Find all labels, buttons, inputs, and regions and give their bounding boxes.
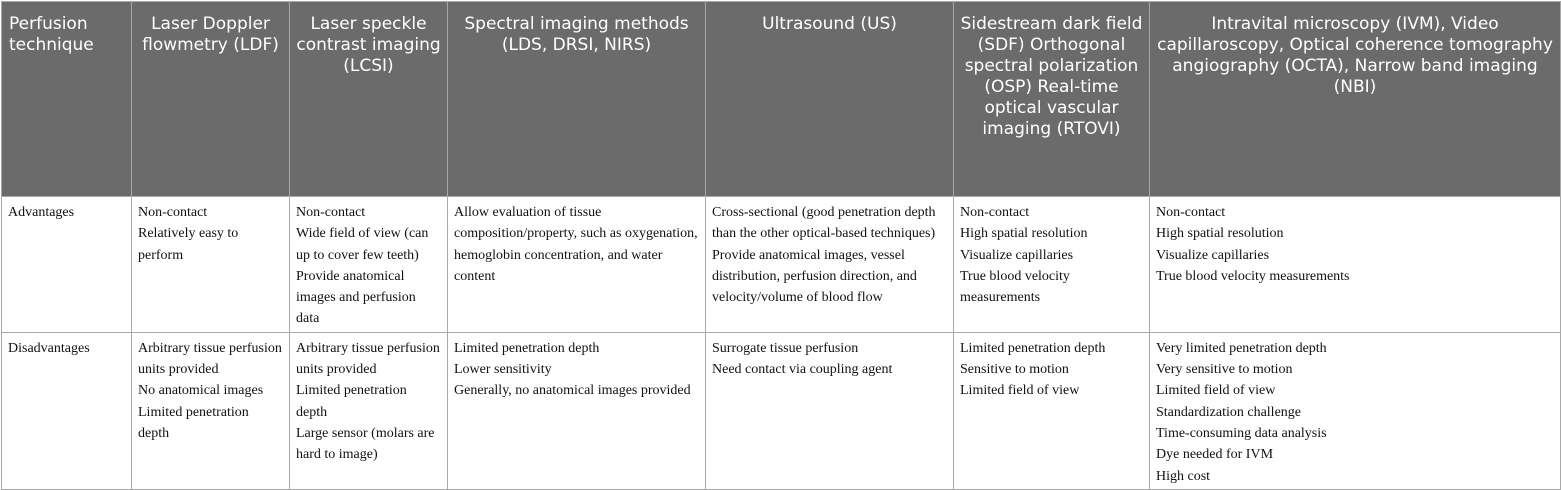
row-label-disadvantages: Disadvantages bbox=[2, 332, 132, 489]
cell-advantages-spectral bbox=[448, 197, 706, 333]
disadvantages-row bbox=[2, 332, 1561, 489]
list-item: High cost bbox=[1156, 468, 1211, 484]
list-item: Limited field of view bbox=[960, 383, 1080, 399]
header-sdf-osp-rtovi: Sidestream dark field (SDF) Orthogonal spectral polarization (OSP) Real-time optical vascular imaging (RTOVI) bbox=[954, 2, 1150, 197]
row-label-advantages: Advantages bbox=[2, 197, 132, 333]
cell-disadvantages-ldf bbox=[132, 332, 290, 489]
list-item: Sensitive to motion bbox=[960, 362, 1069, 378]
cell-disadvantages-spectral bbox=[448, 332, 706, 489]
list-item: Very limited penetration depth bbox=[1156, 340, 1327, 356]
advantages-row bbox=[2, 197, 1561, 333]
cell-disadvantages-lcsi bbox=[290, 332, 448, 489]
cell-advantages-ultrasound bbox=[706, 197, 954, 333]
header-ultrasound: Ultrasound (US) bbox=[706, 2, 954, 197]
cell-disadvantages-ultrasound bbox=[706, 332, 954, 489]
list-item: Limited penetration depth bbox=[454, 340, 600, 356]
list-item: Limited penetration depth bbox=[138, 404, 249, 441]
perfusion-comparison-table bbox=[1, 1, 1561, 490]
list-item: Arbitrary tissue perfusion units provided bbox=[138, 340, 282, 378]
list-item: Cross-sectional (good penetration depth than the other optical-based techniques) bbox=[712, 205, 936, 242]
list-item: Non-contact bbox=[960, 205, 1030, 220]
header-perfusion-technique: Perfusion technique bbox=[2, 2, 132, 197]
header-row bbox=[2, 2, 1561, 197]
header-ivm-octa-nbi: Intravital microscopy (IVM), Video capillaroscopy, Optical coherence tomography angiography (OCTA), Narrow band imaging (NBI) bbox=[1150, 2, 1561, 197]
list-item: Arbitrary tissue perfusion units provided bbox=[296, 340, 440, 378]
list-item: Provide anatomical images and perfusion data bbox=[296, 268, 416, 327]
cell-disadvantages-ivm bbox=[1150, 332, 1561, 489]
list-item: Lower sensitivity bbox=[454, 362, 552, 378]
list-item: Standardization challenge bbox=[1156, 404, 1301, 420]
list-item: No anatomical images bbox=[138, 383, 264, 399]
list-item: Non-contact bbox=[138, 205, 208, 220]
list-item: Very sensitive to motion bbox=[1156, 362, 1293, 378]
cell-advantages-ivm bbox=[1150, 197, 1561, 333]
list-item: Limited field of view bbox=[1156, 383, 1276, 399]
list-item: True blood velocity measurements bbox=[960, 268, 1070, 306]
list-item: Need contact via coupling agent bbox=[712, 362, 893, 378]
cell-advantages-ldf bbox=[132, 197, 290, 333]
header-lcsi: Laser speckle contrast imaging (LCSI) bbox=[290, 2, 448, 197]
list-item: Non-contact bbox=[1156, 205, 1226, 220]
cell-disadvantages-sdf bbox=[954, 332, 1150, 489]
list-item: Surrogate tissue perfusion bbox=[712, 340, 859, 356]
header-ldf: Laser Doppler flowmetry (LDF) bbox=[132, 2, 290, 197]
list-item: Limited penetration depth bbox=[296, 383, 407, 420]
list-item: Generally, no anatomical images provided bbox=[454, 383, 691, 399]
cell-advantages-sdf bbox=[954, 197, 1150, 333]
list-item: Relatively easy to perform bbox=[138, 226, 239, 263]
list-item: Large sensor (molars are hard to image) bbox=[296, 425, 435, 463]
list-item: Allow evaluation of tissue composition/property, such as oxygenation, hemoglobin concentration, and water content bbox=[454, 205, 698, 284]
list-item: Visualize capillaries bbox=[960, 247, 1074, 263]
list-item: Time-consuming data analysis bbox=[1156, 425, 1327, 441]
list-item: Wide field of view (can up to cover few teeth) bbox=[296, 226, 429, 263]
list-item: Non-contact bbox=[296, 205, 366, 220]
list-item: Limited penetration depth bbox=[960, 340, 1106, 356]
list-item: High spatial resolution bbox=[1156, 226, 1284, 242]
cell-advantages-lcsi bbox=[290, 197, 448, 333]
list-item: High spatial resolution bbox=[960, 226, 1088, 242]
list-item: True blood velocity measurements bbox=[1156, 268, 1350, 284]
list-item: Dye needed for IVM bbox=[1156, 447, 1274, 463]
header-spectral-imaging: Spectral imaging methods (LDS, DRSI, NIRS) bbox=[448, 2, 706, 197]
list-item: Provide anatomical images, vessel distribution, perfusion direction, and velocity/volume of blood flow bbox=[712, 247, 917, 306]
list-item: Visualize capillaries bbox=[1156, 247, 1270, 263]
